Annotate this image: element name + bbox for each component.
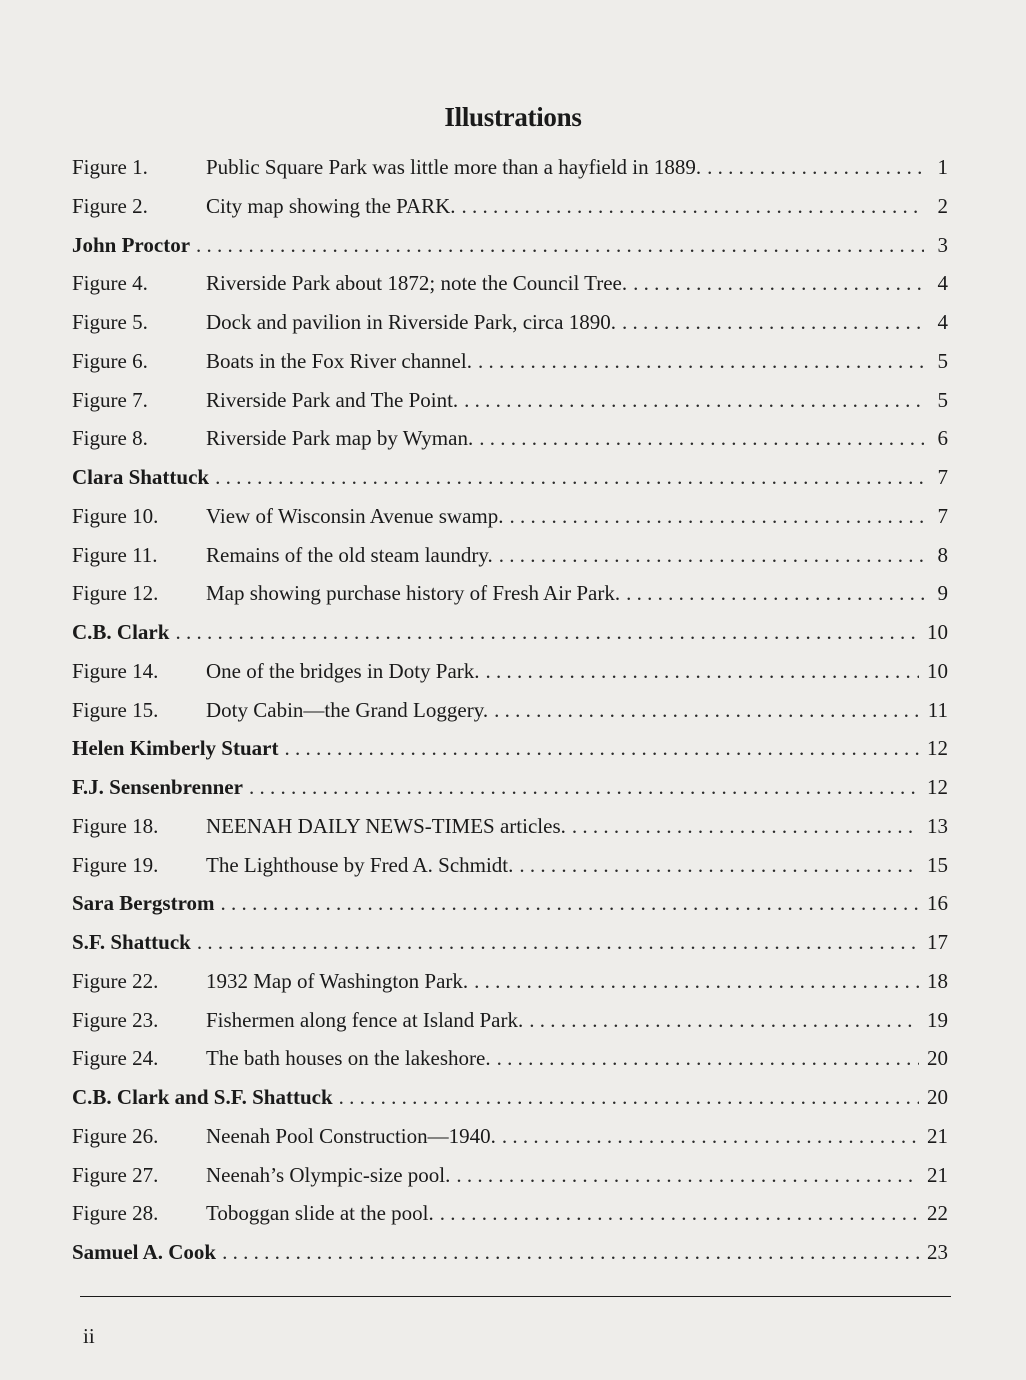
dot-leader <box>474 962 919 1001</box>
page-ref: 8 <box>937 542 948 567</box>
figure-caption: Riverside Park map by Wyman. <box>206 426 474 451</box>
page-title: Illustrations <box>444 102 582 132</box>
portrait-entry <box>72 923 948 962</box>
figure-label: Figure 6. <box>72 348 148 373</box>
figure-caption: The bath houses on the lakeshore. <box>206 1046 491 1071</box>
figure-label: Figure 27. <box>72 1162 159 1187</box>
figure-entry <box>72 187 948 226</box>
figure-entry <box>72 303 948 342</box>
figure-caption: Dock and pavilion in Riverside Park, circa 1890. <box>206 310 616 334</box>
page-ref: 7 <box>937 465 948 489</box>
figure-caption: Riverside Park and The Point. <box>206 387 459 412</box>
figure-caption: Toboggan slide at the pool. <box>206 1201 434 1226</box>
portrait-name: S.F. Shattuck <box>72 930 191 954</box>
figure-entry <box>72 148 948 187</box>
page-ref: 15 <box>927 852 948 877</box>
figure-label: Figure 7. <box>72 387 148 412</box>
figure-caption: NEENAH DAILY NEWS-TIMES articles. <box>206 813 566 838</box>
page-ref: 2 <box>937 193 948 218</box>
figure-caption: Neenah Pool Construction—1940. <box>206 1123 496 1148</box>
figure-caption: City map showing the PARK. <box>206 193 456 218</box>
figure-label: Figure 22. <box>72 968 159 993</box>
page-ref: 1 <box>937 155 948 179</box>
figure-label: Figure 10. <box>72 503 159 528</box>
figure-caption: The Lighthouse by Fred A. Schmidt. <box>206 852 514 877</box>
figure-entry <box>72 691 948 730</box>
portrait-entry <box>72 884 948 923</box>
figure-label: Figure 19. <box>72 852 159 877</box>
portrait-entry <box>72 613 948 652</box>
figure-entry <box>72 536 948 575</box>
page-ref: 20 <box>927 1046 948 1071</box>
figure-label: Figure 12. <box>72 581 159 606</box>
portrait-entry <box>72 226 948 265</box>
figure-caption: View of Wisconsin Avenue swamp. <box>206 503 504 528</box>
page-ref: 23 <box>927 1240 948 1264</box>
figure-caption: Neenah’s Olympic-size pool. <box>206 1162 451 1187</box>
figure-caption: Fishermen along fence at Island Park. <box>206 1007 524 1032</box>
figure-label: Figure 23. <box>72 1007 159 1032</box>
page-ref: 12 <box>927 736 948 761</box>
dot-leader <box>499 536 924 575</box>
figure-label: Figure 5. <box>72 310 148 334</box>
dot-leader <box>440 1194 919 1233</box>
dot-leader <box>622 303 924 342</box>
figure-label: Figure 18. <box>72 813 159 838</box>
figure-entry <box>72 264 948 303</box>
figure-entry <box>72 1117 948 1156</box>
figure-caption: One of the bridges in Doty Park. <box>206 658 480 683</box>
figure-entry <box>72 962 948 1001</box>
dot-leader <box>197 923 919 962</box>
figure-caption: Doty Cabin—the Grand Loggery. <box>206 697 489 722</box>
dot-leader <box>626 574 924 613</box>
figure-entry <box>72 342 948 381</box>
portrait-entry <box>72 729 948 768</box>
dot-leader <box>221 884 920 923</box>
dot-leader <box>633 264 924 303</box>
page-ref: 17 <box>927 930 948 954</box>
page-ref: 20 <box>927 1085 948 1109</box>
page-ref: 11 <box>927 697 948 722</box>
portrait-name: Sara Bergstrom <box>72 891 215 916</box>
dot-leader <box>215 458 924 497</box>
dot-leader <box>572 807 919 846</box>
footer-divider <box>80 1296 951 1297</box>
figure-caption: 1932 Map of Washington Park. <box>206 968 469 993</box>
figure-entry <box>72 1156 948 1195</box>
dot-leader <box>707 148 924 187</box>
figure-entry <box>72 1039 948 1078</box>
figure-caption: Map showing purchase history of Fresh Air Park. <box>206 581 621 606</box>
page-ref: 5 <box>937 387 948 412</box>
page-ref: 10 <box>927 658 948 683</box>
dot-leader <box>462 187 925 226</box>
figure-caption: Boats in the Fox River channel. <box>206 348 472 373</box>
page-ref: 18 <box>927 968 948 993</box>
page-ref: 5 <box>937 348 948 373</box>
figure-label: Figure 2. <box>72 193 148 218</box>
portrait-name: John Proctor <box>72 232 191 257</box>
dot-leader <box>196 226 924 265</box>
page-ref: 3 <box>937 232 948 257</box>
page-ref: 13 <box>927 813 948 838</box>
figure-entry <box>72 1001 948 1040</box>
page-ref: 21 <box>927 1162 948 1187</box>
figure-entry <box>72 381 948 420</box>
figure-label: Figure 11. <box>72 542 158 567</box>
page-ref: 22 <box>927 1201 948 1226</box>
dot-leader <box>486 652 919 691</box>
dot-leader <box>284 729 919 768</box>
figure-entry <box>72 574 948 613</box>
figure-entry <box>72 419 948 458</box>
dot-leader <box>502 1117 919 1156</box>
dot-leader <box>494 691 920 730</box>
figure-caption: Riverside Park about 1872; note the Council Tree. <box>206 271 628 296</box>
figure-label: Figure 4. <box>72 271 148 296</box>
portrait-name: C.B. Clark and S.F. Shattuck <box>72 1085 333 1109</box>
dot-leader <box>339 1078 919 1117</box>
page-ref: 9 <box>937 581 948 606</box>
figure-label: Figure 15. <box>72 697 159 722</box>
dot-leader <box>222 1233 919 1272</box>
figure-label: Figure 1. <box>72 155 148 179</box>
figure-label: Figure 28. <box>72 1201 159 1226</box>
portrait-entry <box>72 768 948 807</box>
figure-entry <box>72 846 948 885</box>
page-ref: 16 <box>927 891 948 916</box>
figure-label: Figure 24. <box>72 1046 159 1071</box>
page-ref: 4 <box>937 271 948 296</box>
portrait-entry <box>72 458 948 497</box>
dot-leader <box>175 613 919 652</box>
figure-entry <box>72 652 948 691</box>
dot-leader <box>478 342 924 381</box>
page-ref: 19 <box>927 1007 948 1032</box>
portrait-name: Samuel A. Cook <box>72 1240 217 1264</box>
portrait-name: F.J. Sensenbrenner <box>72 775 243 799</box>
page-ref: 6 <box>937 426 948 451</box>
portrait-entry <box>72 1078 948 1117</box>
figure-entry <box>72 1194 948 1233</box>
illustrations-list <box>72 148 948 1272</box>
figure-caption: Public Square Park was little more than a hayfield in 1889. <box>206 155 702 179</box>
figure-label: Figure 26. <box>72 1123 159 1148</box>
page-number: ii <box>83 1324 95 1348</box>
dot-leader <box>529 1001 919 1040</box>
dot-leader <box>519 846 919 885</box>
dot-leader <box>479 419 924 458</box>
figure-caption: Remains of the old steam laundry. <box>206 542 493 567</box>
figure-entry <box>72 497 948 536</box>
dot-leader <box>456 1156 919 1195</box>
dot-leader <box>510 497 925 536</box>
portrait-name: Clara Shattuck <box>72 465 210 489</box>
page-ref: 7 <box>937 503 948 528</box>
page-ref: 4 <box>937 310 948 334</box>
figure-label: Figure 14. <box>72 658 159 683</box>
page-ref: 12 <box>927 775 948 799</box>
portrait-name: Helen Kimberly Stuart <box>72 736 279 761</box>
portrait-name: C.B. Clark <box>72 620 170 644</box>
dot-leader <box>464 381 924 420</box>
page-ref: 10 <box>927 620 948 644</box>
portrait-entry <box>72 1233 948 1272</box>
figure-entry <box>72 807 948 846</box>
page-ref: 21 <box>927 1123 948 1148</box>
dot-leader <box>497 1039 919 1078</box>
dot-leader <box>249 768 919 807</box>
figure-label: Figure 8. <box>72 426 148 451</box>
